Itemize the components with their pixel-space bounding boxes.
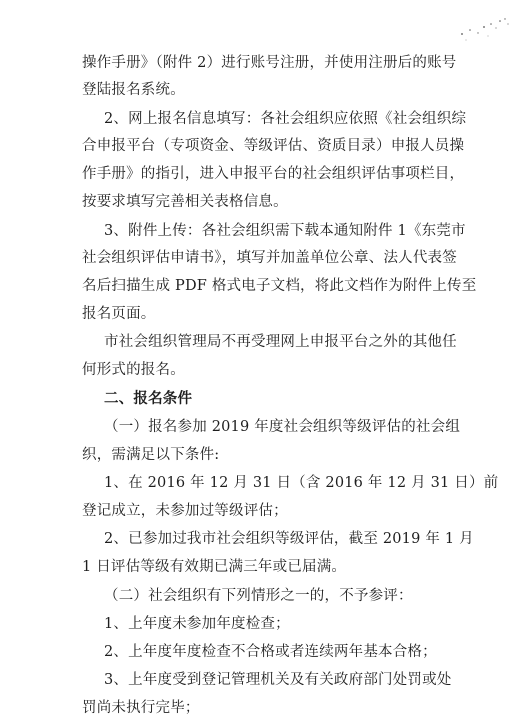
text-line: （二）社会组织有下列情形之一的，不予参评： bbox=[104, 588, 413, 604]
text-line: （一）报名参加 2019 年度社会组织等级评估的社会组 bbox=[104, 419, 461, 435]
text-line: 2、上年度年度检查不合格或者连续两年基本合格； bbox=[104, 644, 437, 660]
text-line: 作手册》的指引，进入申报平台的社会组织评估事项栏目， bbox=[82, 166, 465, 182]
text-line: 1、在 2016 年 12 月 31 日（含 2016 年 12 月 31 日）前 bbox=[104, 475, 499, 491]
text-line: 按要求填写完善相关表格信息。 bbox=[82, 194, 288, 210]
text-line: 1、上年度未参加年度检查； bbox=[104, 616, 290, 632]
text-line: 织，需满足以下条件: bbox=[82, 447, 220, 463]
text-line: 登陆报名系统。 bbox=[82, 82, 185, 98]
text-line: 3、附件上传：各社会组织需下载本通知附件 1《东莞市 bbox=[104, 223, 466, 239]
text-line: 市社会组织管理局不再受理网上申报平台之外的其他任 bbox=[104, 334, 457, 350]
text-line: 2、已参加过我市社会组织等级评估，截至 2019 年 1 月 bbox=[104, 531, 474, 547]
text-line: 1 日评估等级有效期已满三年或已届满。 bbox=[82, 559, 347, 575]
text-line: 登记成立，未参加过等级评估； bbox=[82, 503, 288, 519]
text-line: 操作手册》（附件 2）进行账号注册，并使用注册后的账号 bbox=[82, 55, 457, 71]
text-line: 2、网上报名信息填写：各社会组织应依照《社会组织综 bbox=[104, 111, 467, 127]
text-line: 3、上年度受到登记管理机关及有关政府部门处罚或处 bbox=[104, 672, 452, 688]
text-line: 合申报平台（专项资金、等级评估、资质目录）申报人员操 bbox=[82, 138, 465, 154]
text-line: 罚尚未执行完毕； bbox=[82, 700, 200, 716]
text-line: 何形式的报名。 bbox=[82, 362, 185, 378]
section-heading: 二、报名条件 bbox=[104, 391, 193, 407]
text-line: 报名页面。 bbox=[82, 306, 156, 322]
scan-noise-marks bbox=[440, 10, 514, 50]
text-line: 名后扫描生成 PDF 格式电子文档，将此文档作为附件上传至 bbox=[82, 278, 477, 294]
text-line: 社会组织评估申请书》，填写并加盖单位公章、法人代表签 bbox=[82, 250, 457, 266]
